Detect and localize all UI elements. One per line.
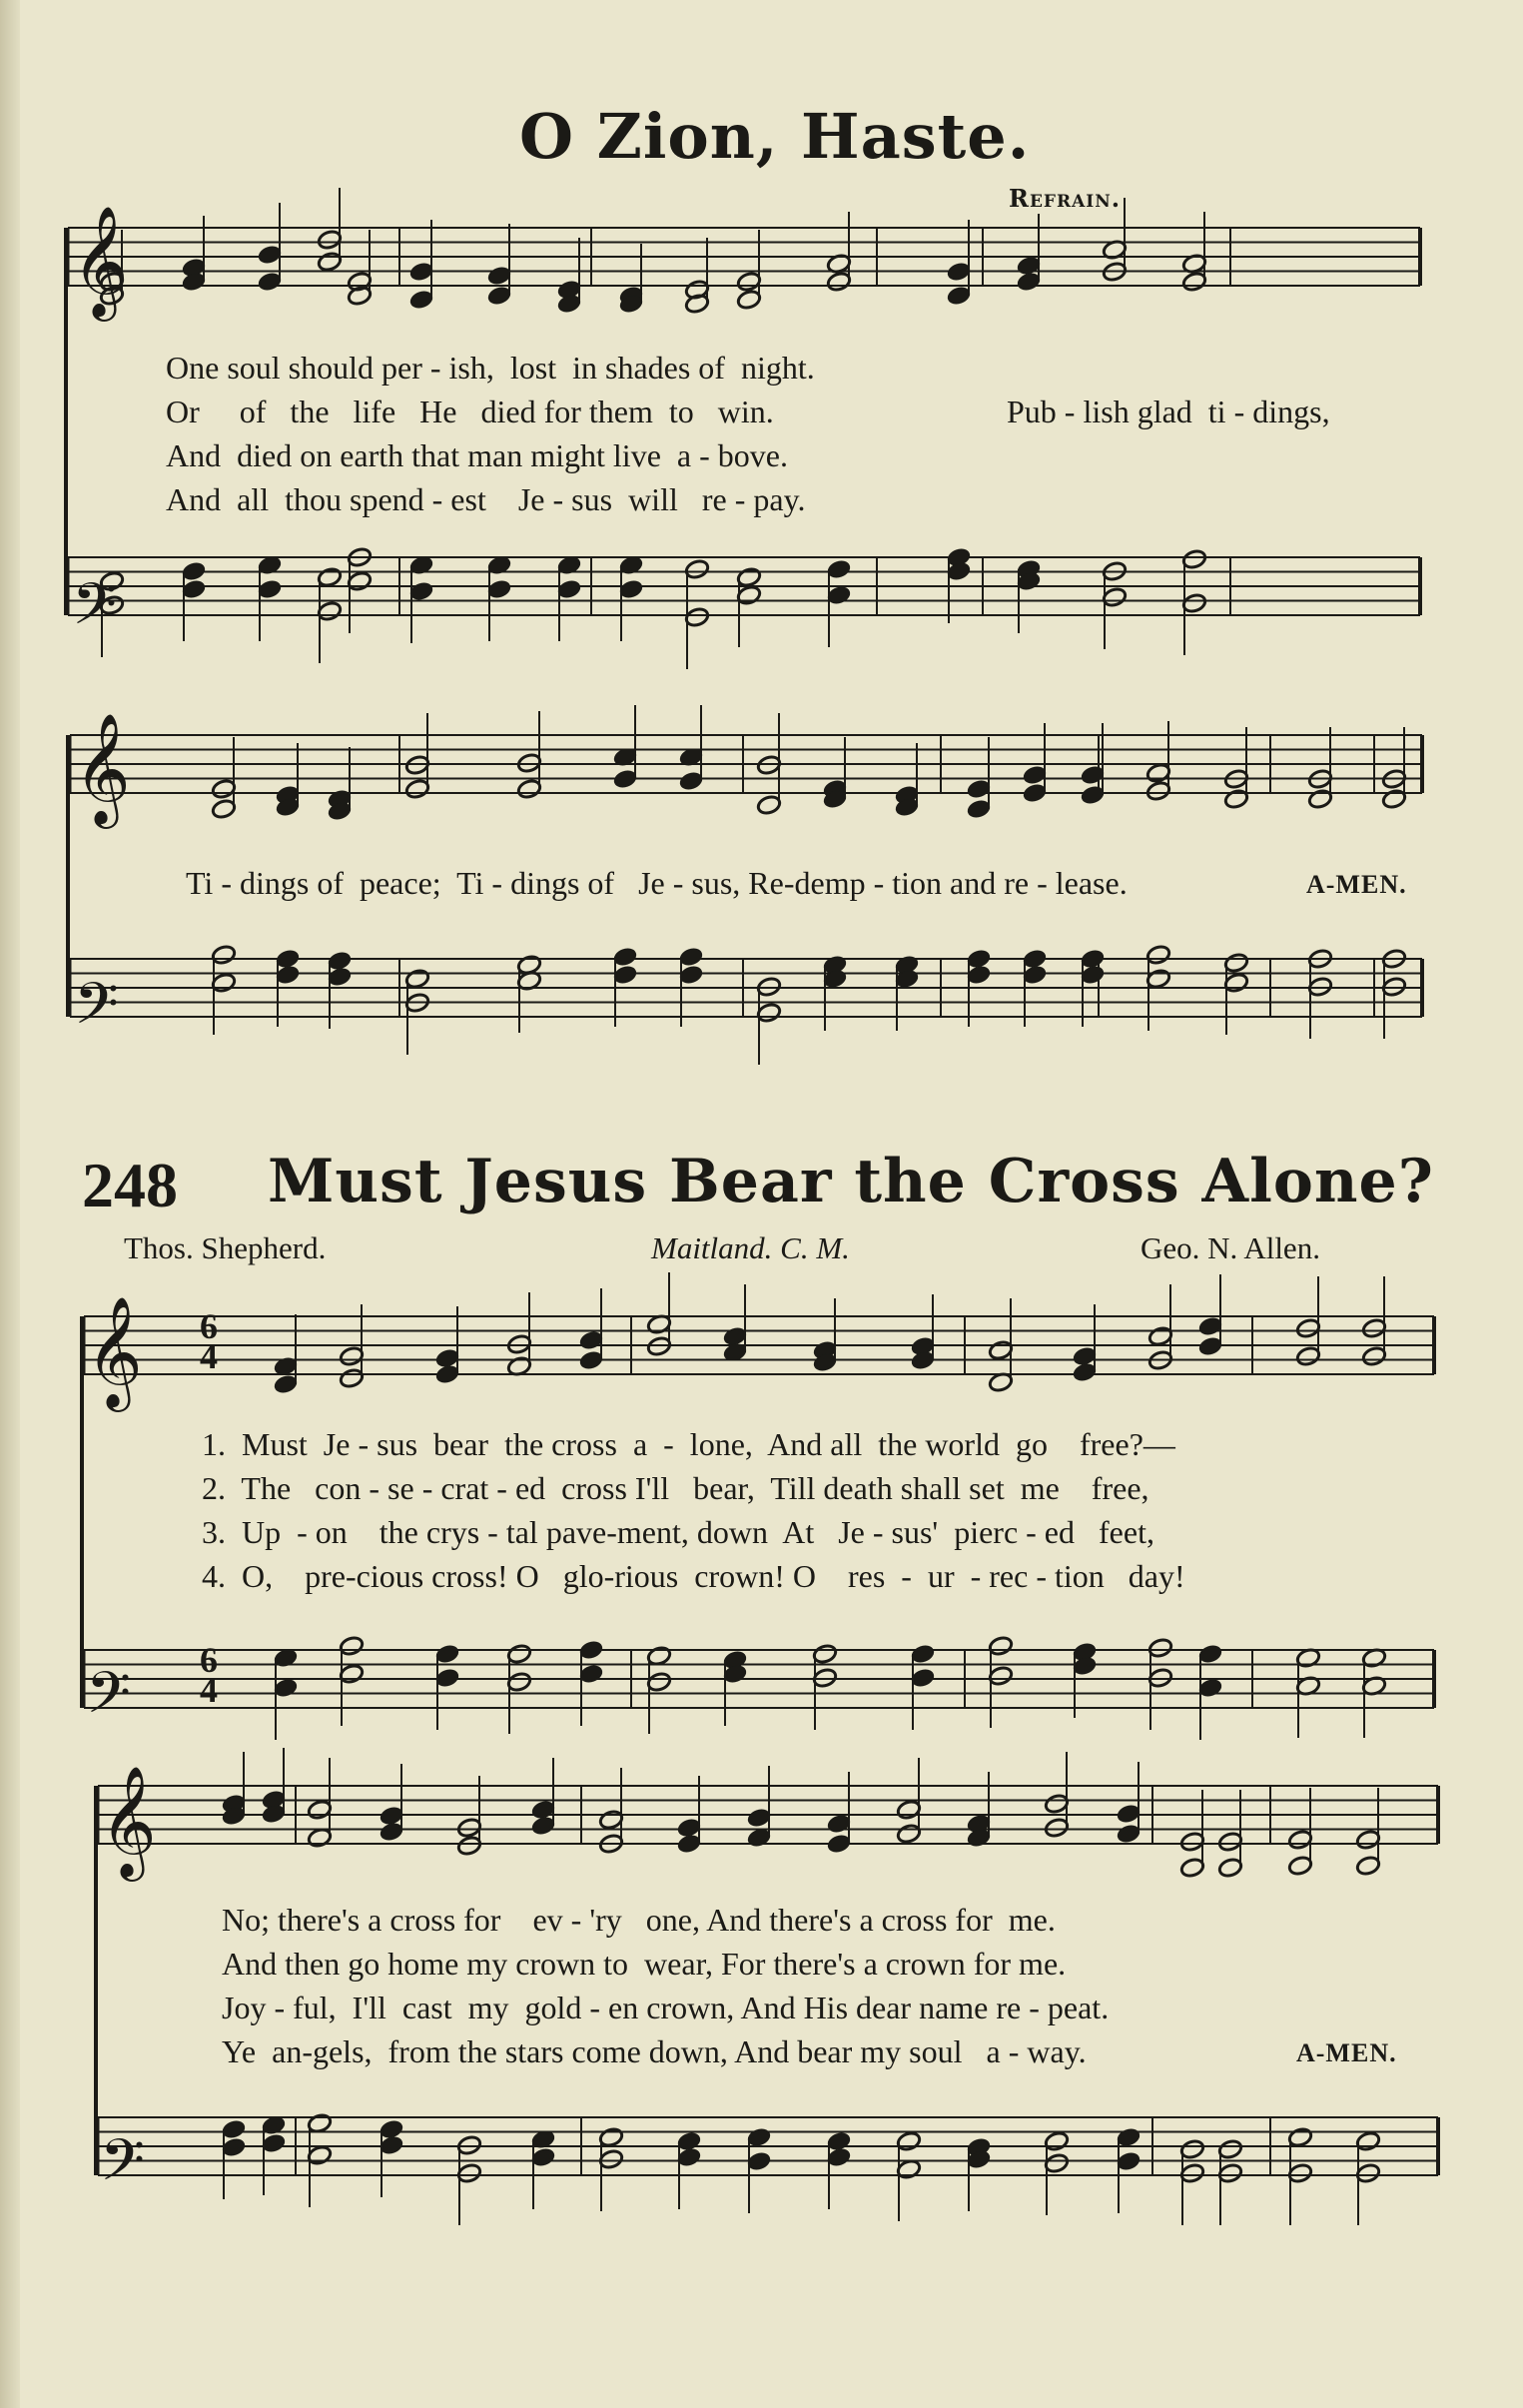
- refrain-label: Refrain.: [1009, 184, 1122, 213]
- lyric-line: And all thou spend - est Je - sus will re - pay.: [166, 481, 806, 517]
- verse-line: 3. Up - on the crys - tal pave-ment, down At Je - sus' pierc - ed feet,: [202, 1514, 1154, 1550]
- verse-line: No; there's a cross for ev - 'ry one, And there's a cross for me.: [222, 1902, 1056, 1938]
- clef-symbol: 𝄞: [100, 1765, 157, 1877]
- verse-line: Ye an-gels, from the stars come down, And bear my soul a - way.: [222, 2033, 1087, 2069]
- clef-symbol: 𝄢: [100, 2126, 146, 2208]
- time-signature: 6: [200, 1640, 218, 1680]
- clef-symbol: 𝄞: [74, 712, 131, 824]
- time-signature: 4: [200, 1670, 218, 1710]
- verse-line: 1. Must Je - sus bear the cross a - lone, And all the world go free?—: [202, 1426, 1175, 1462]
- lyric-line: Or of the life He died for them to win.: [166, 394, 774, 429]
- lyric-line: Ti - dings of peace; Ti - dings of Je - sus, Re-demp - tion and re - lease.: [186, 865, 1128, 901]
- hymn-number: 248: [82, 1150, 178, 1220]
- refrain-lyric-tail: Pub - lish glad ti - dings,: [1007, 394, 1330, 429]
- time-signature: 6: [200, 1306, 218, 1346]
- clef-symbol: 𝄢: [72, 570, 118, 652]
- amen-label: A-MEN.: [1306, 870, 1407, 899]
- verse-line: Joy - ful, I'll cast my gold - en crown, And His dear name re - peat.: [222, 1990, 1110, 2025]
- composer-credit: Geo. N. Allen.: [1141, 1230, 1320, 1265]
- clef-symbol: 𝄢: [86, 1659, 132, 1741]
- lyric-line: One soul should per - ish, lost in shades of night.: [166, 350, 815, 386]
- amen-label: A-MEN.: [1296, 2038, 1397, 2067]
- tune-meter: Maitland. C. M.: [651, 1230, 850, 1265]
- clef-symbol: 𝄢: [74, 970, 120, 1052]
- time-signature: 4: [200, 1336, 218, 1376]
- author-credit: Thos. Shepherd.: [124, 1230, 327, 1265]
- lyric-line: And died on earth that man might live a - bove.: [166, 437, 788, 473]
- hymn-title-zion: O Zion, Haste.: [519, 100, 1031, 173]
- hymn-title-must-jesus: Must Jesus Bear the Cross Alone?: [268, 1147, 1434, 1216]
- verse-line: 2. The con - se - crat - ed cross I'll bear, Till death shall set me free,: [202, 1470, 1149, 1506]
- verse-line: 4. O, pre-cious cross! O glo-rious crown! O res - ur - rec - tion day!: [202, 1558, 1185, 1594]
- clef-symbol: 𝄞: [86, 1295, 143, 1407]
- verse-line: And then go home my crown to wear, For there's a crown for me.: [222, 1946, 1067, 1982]
- clef-symbol: 𝄞: [72, 205, 129, 317]
